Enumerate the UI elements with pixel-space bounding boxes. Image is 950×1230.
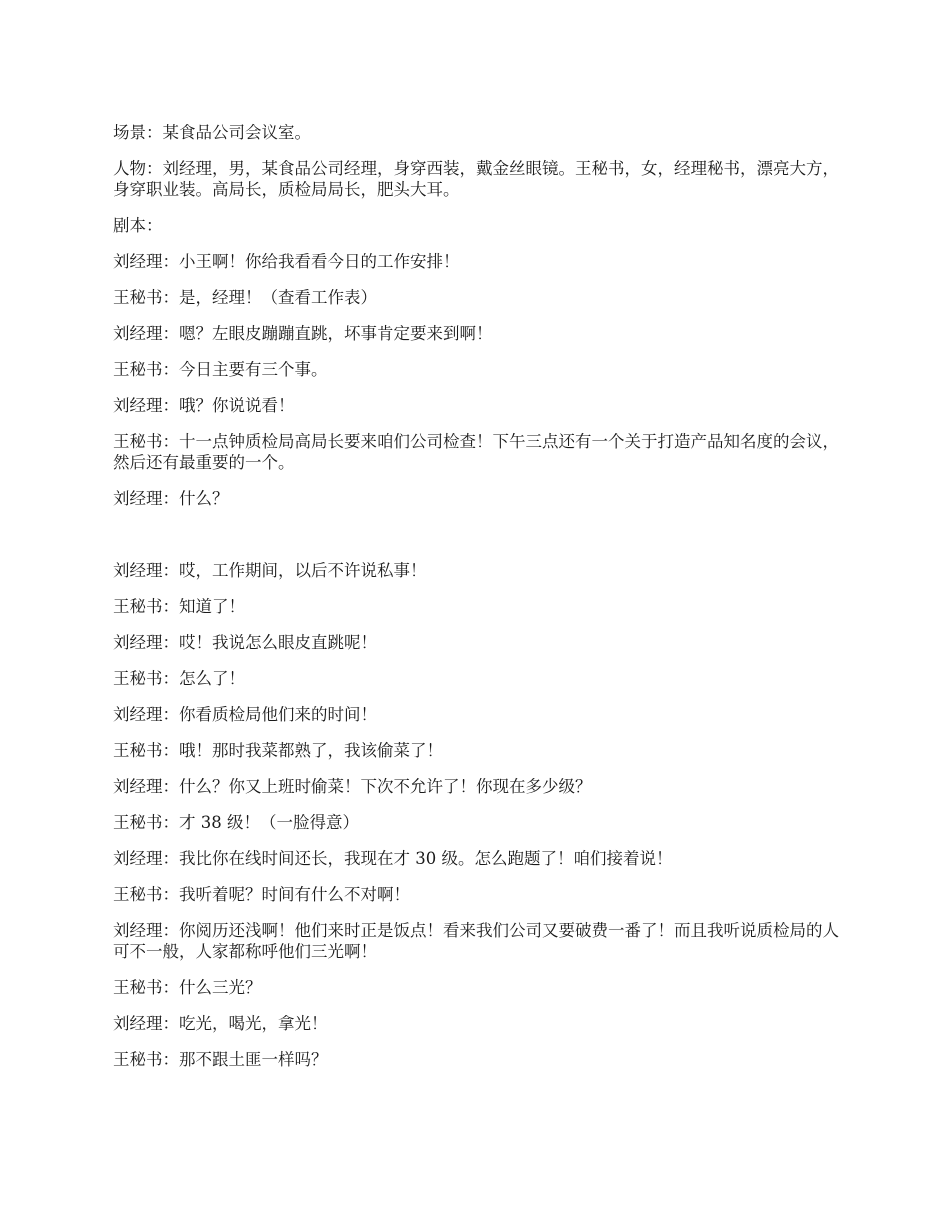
dialogue-line: 王秘书：那不跟土匪一样吗？ — [113, 1050, 328, 1069]
dialogue-line: 刘经理：哎，工作期间，以后不许说私事！ — [113, 561, 427, 580]
dialogue-line: 刘经理：你阅历还浅啊！他们来时正是饭点！看来我们公司又要破费一番了！而且我听说质检局的人可不一般，人家都称呼他们三光啊！ — [113, 921, 839, 961]
dialogue-line: 刘经理：什么？ — [113, 489, 229, 508]
dialogue-line: 刘经理：哎！我说怎么眼皮直跳呢！ — [113, 633, 377, 652]
dialogue-line: 刘经理：小王啊！你给我看看今日的工作安排！ — [113, 252, 460, 271]
dialogue-line: 王秘书：是，经理！（查看工作表） — [113, 288, 377, 307]
dialogue-line: 刘经理：我比你在线时间还长，我现在才 30 级。怎么跑题了！咱们接着说！ — [113, 849, 673, 868]
dialogue-line: 王秘书：知道了！ — [113, 597, 245, 616]
dialogue-line: 王秘书：十一点钟质检局高局长要来咱们公司检查！下午三点还有一个关于打造产品知名度的会议，然后还有最重要的一个。 — [113, 432, 839, 472]
dialogue-line: 王秘书：什么三光？ — [113, 978, 262, 997]
dialogue-line: 王秘书：我听着呢？时间有什么不对啊！ — [113, 885, 410, 904]
dialogue-line: 王秘书：怎么了！ — [113, 669, 245, 688]
scene-line: 场景：某食品公司会议室。 — [113, 123, 311, 142]
characters-line: 人物：刘经理，男，某食品公司经理，身穿西装，戴金丝眼镜。王秘书，女，经理秘书，漂亮大方，身穿职业装。高局长，质检局局长，肥头大耳。 — [113, 159, 839, 199]
dialogue-line: 刘经理：什么？你又上班时偷菜！下次不允许了！你现在多少级？ — [113, 777, 592, 796]
dialogue-line: 王秘书：才 38 级！（一脸得意） — [113, 813, 359, 832]
dialogue-line: 刘经理：嗯？左眼皮蹦蹦直跳，坏事肯定要来到啊！ — [113, 324, 493, 343]
dialogue-line: 刘经理：哦？你说说看！ — [113, 396, 295, 415]
blank-gap — [113, 524, 843, 560]
dialogue-line: 刘经理：吃光，喝光，拿光！ — [113, 1014, 328, 1033]
part-two — [113, 560, 843, 1070]
dialogue-line: 王秘书：哦！那时我菜都熟了，我该偷菜了！ — [113, 741, 443, 760]
dialogue-line: 王秘书：今日主要有三个事。 — [113, 360, 328, 379]
dialogue-line: 刘经理：你看质检局他们来的时间！ — [113, 705, 377, 724]
script-heading: 剧本： — [113, 216, 163, 235]
script-body — [113, 122, 843, 1085]
part-one — [113, 122, 843, 509]
